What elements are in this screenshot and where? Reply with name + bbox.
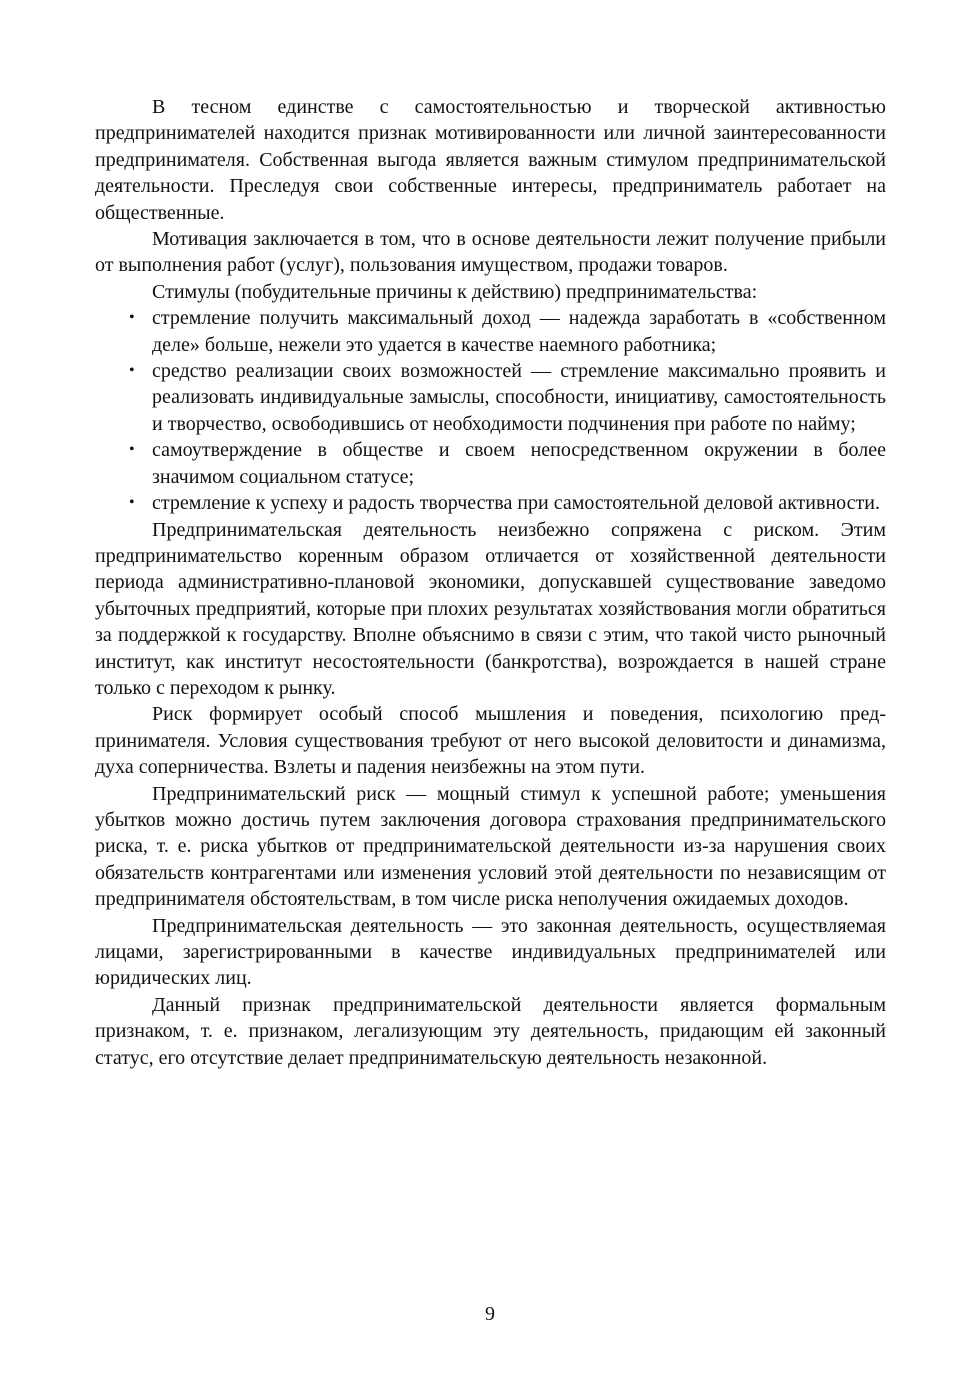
list-item-text: самоутверждение в обществе и своем непосредственном окружении в более значимом социальном статусе; (152, 439, 886, 488)
paragraph-risk-insurance: Предпринимательский риск — мощный стимул к успешной работе; уменьшения убытков можно достичь путем заключения договора страхования предпринимательского риска, т. е. риска убытков от предпринимательской деятельности из-за нарушения своих обязательств контрагентами или изменения условий этой деятельности по независящим от предпринимателя обстоятельствам, в том числе риска неполучения ожидаемых доходов. (95, 782, 886, 911)
page-body (95, 94, 886, 1071)
bullet-icon: • (129, 362, 135, 380)
list-item (95, 490, 886, 516)
list-item (95, 305, 886, 358)
list-item-text: стремление получить максимальный доход — надежда заработать в «собственном деле» больше, нежели это удается в качестве наемного работника; (152, 307, 886, 356)
list-item-text: средство реализации своих возможностей — стремление максимально проявить и реализовать индивидуальные замыслы, способности, инициативу, самостоятельность и творчество, освободившись от необходимости подчинения при работе по найму; (152, 360, 886, 435)
paragraph-motivation: Мотивация заключается в том, что в основе деятельности лежит получение прибыли от выполнения работ (услуг), пользования имуществом, продажи товаров. (95, 228, 886, 277)
bullet-icon: • (129, 441, 135, 459)
paragraph-self-interest: В тесном единстве с самостоятельностью и творческой активностью предпринимателей находится признак мотивированности или личной заинтересованности предпринимателя. Собственная выгода является важным стимулом предпринимательской деятельности. Преследуя свои собственные интересы, предприниматель работает на общественные. (95, 96, 886, 224)
list-item-text: стремление к успеху и радость творчества при самостоятельной деловой активности. (152, 492, 880, 515)
paragraph-stimuli-intro: Стимулы (побудительные причины к действию) предпринимательства: (152, 280, 758, 303)
bullet-icon: • (129, 494, 135, 512)
paragraph-legal-activity: Предпринимательская деятельность — это законная деятельность, осуществляемая лицами, зарегистрированными в качестве индивидуальных предпринимателей или юридических лиц. (95, 914, 886, 990)
paragraph-risk-psychology: Риск формирует особый способ мышления и поведения, психологию предпринимателя. Условия существования требуют от него высокой деловитости и динамизма, духа соперничества. Взлеты и падения неизбежны на этом пути. (95, 703, 886, 779)
paragraph-formal-sign: Данный признак предпринимательской деятельности является формальным признаком, т. е. признаком, легализующим эту деятельность, придающим ей законный статус, его отсутствие делает предпринимательскую деятельность незаконной. (95, 993, 886, 1069)
stimuli-list (95, 305, 886, 516)
bullet-icon: • (129, 309, 135, 327)
paragraph-risk: Предпринимательская деятельность неизбежно сопряжена с риском. Этим предпринимательство коренным образом отличается от хозяйственной деятельности периода административно-плановой экономики, допускавшей существование заведомо убыточных предприятий, которые при плохих результатах хозяйствования могли обратиться за поддержкой к государству. Вполне объяснимо в связи с этим, что такой чисто рыночный институт, как институт несостоятельности (банкротства), возрождается в нашей стране только с переходом к рынку. (95, 518, 886, 699)
page-number: 9 (485, 1303, 495, 1325)
list-item (95, 437, 886, 490)
list-item (95, 358, 886, 437)
